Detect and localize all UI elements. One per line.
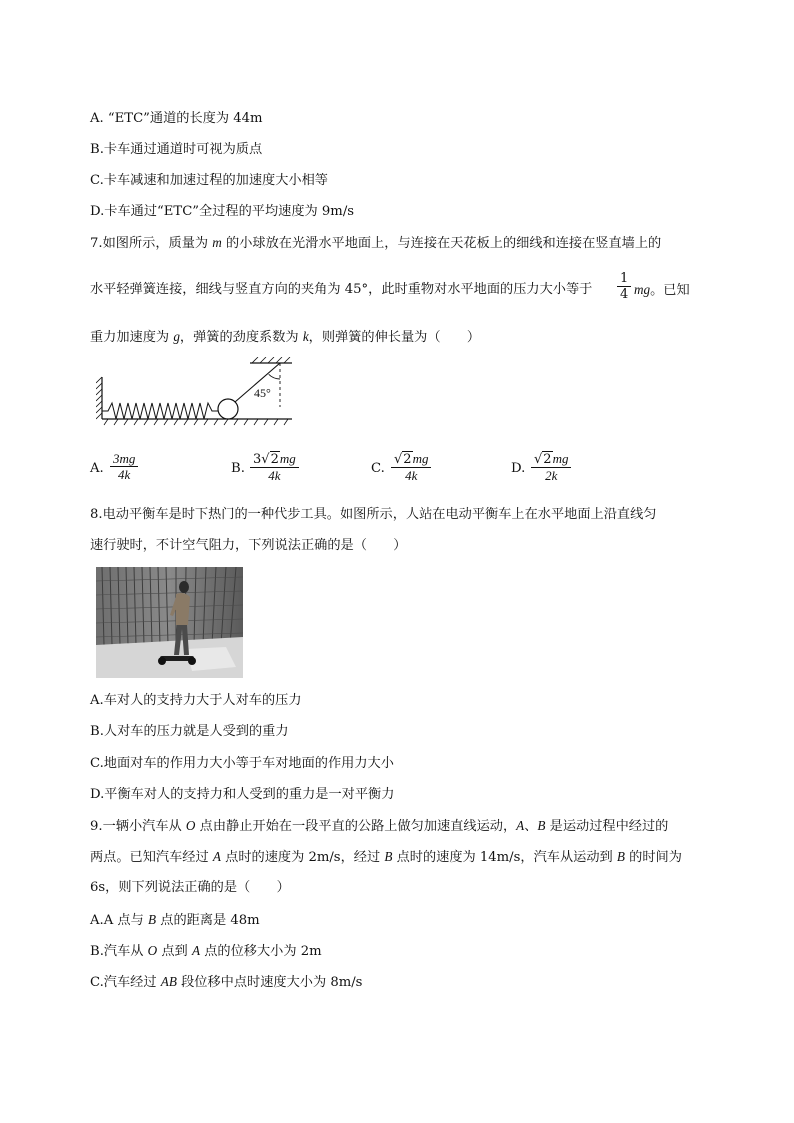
text: A.A 点与 xyxy=(90,913,148,928)
fraction-denominator: 4 xyxy=(620,287,629,302)
fraction-denominator: 4k xyxy=(118,467,131,482)
var-g: g xyxy=(173,329,180,344)
q9-option-b xyxy=(90,942,322,961)
var-A: A xyxy=(191,943,200,958)
text: 7.如图所示，质量为 xyxy=(90,236,213,251)
scooter-wheel-left xyxy=(158,657,166,665)
q9-stem-line-2 xyxy=(90,848,682,867)
q6-option-b: B.卡车通过通道时可视为质点 xyxy=(90,142,263,157)
text: 点时的速度为 14m/s，汽车从运动到 xyxy=(392,850,617,865)
var-B: B xyxy=(384,849,393,864)
q8-option-b: B.人对车的压力就是人受到的重力 xyxy=(90,724,289,739)
text: 点到 xyxy=(157,944,192,959)
q9-option-c xyxy=(90,973,362,992)
radicand: 2 xyxy=(270,452,279,467)
text: C.汽车经过 xyxy=(90,975,161,990)
var-O: O xyxy=(147,943,158,958)
text: 、 xyxy=(524,819,538,834)
var-AB: AB xyxy=(160,974,177,989)
text: 点的位移大小为 2m xyxy=(200,944,322,959)
spring-ball-string-diagram xyxy=(96,357,296,429)
text: 点的距离是 48m xyxy=(156,913,260,928)
fraction-numerator: 1 xyxy=(617,271,631,287)
var-mg: mg xyxy=(552,451,569,466)
var-mg: mg xyxy=(412,451,429,466)
text: 的时间为 xyxy=(624,850,682,865)
text: 。已知 xyxy=(650,283,690,298)
q7-option-c-label: C. xyxy=(371,461,385,476)
q7-stem-line-2 xyxy=(90,281,592,299)
person-torso xyxy=(176,593,190,625)
q6-option-a: A. “ETC”通道的长度为 44m xyxy=(90,111,263,126)
text: 两点。已知汽车经过 xyxy=(90,850,213,865)
balance-scooter-photo xyxy=(96,567,243,678)
q7-option-a-fraction xyxy=(110,451,138,482)
person-head xyxy=(179,581,189,593)
q6-option-d: D.卡车通过“ETC”全过程的平均速度为 9m/s xyxy=(90,204,355,219)
q7-option-d-label: D. xyxy=(511,461,526,476)
var-B: B xyxy=(616,849,625,864)
fraction-numerator xyxy=(250,451,299,468)
var-A: A xyxy=(212,849,221,864)
q7-option-a-label: A. xyxy=(90,461,104,476)
q7-stem-line-3 xyxy=(90,328,480,347)
text: 是运动过程中经过的 xyxy=(545,819,669,834)
var-m: m xyxy=(212,235,222,250)
q8-stem-line-2: 速行驶时，不计空气阻力，下列说法正确的是（ ） xyxy=(90,538,407,553)
q7-option-d-fraction xyxy=(531,451,571,483)
coefficient: 3 xyxy=(253,452,262,467)
text: 的小球放在光滑水平地面上，与连接在天花板上的细线和连接在竖直墙上的 xyxy=(221,236,662,251)
ceiling-hatching xyxy=(252,357,290,363)
fraction-denominator: 4k xyxy=(405,468,418,483)
q8-option-a: A.车对人的支持力大于人对车的压力 xyxy=(90,693,302,708)
text: B.汽车从 xyxy=(90,944,148,959)
q8-option-d: D.平衡车对人的支持力和人受到的重力是一对平衡力 xyxy=(90,787,395,802)
fraction-denominator: 2k xyxy=(545,468,558,483)
q9-stem-line-3: 6s，则下列说法正确的是（ ） xyxy=(90,880,290,895)
text: 段位移中点时速度大小为 8m/s xyxy=(176,975,363,990)
floor-hatching xyxy=(104,419,288,425)
text: ，则弹簧的伸长量为（ ） xyxy=(308,330,481,345)
text: 水平轻弹簧连接，细线与竖直方向的夹角为 45°，此时重物对水平地面的压力大小等于 xyxy=(90,282,593,297)
q7-option-b-fraction xyxy=(250,451,299,483)
fraction-numerator xyxy=(531,451,571,468)
q7-option-b-label: B. xyxy=(231,461,245,476)
sqrt-symbol: √2 xyxy=(394,452,412,467)
var-B: B xyxy=(537,818,546,833)
var-B: B xyxy=(148,912,157,927)
q8-option-c: C.地面对车的作用力大小等于车对地面的作用力大小 xyxy=(90,756,394,771)
var-mg: mg xyxy=(279,451,296,466)
text: 重力加速度为 xyxy=(90,330,174,345)
q9-option-a xyxy=(90,911,260,930)
q7-stem-line-2-tail xyxy=(634,281,690,300)
var-mg: mg xyxy=(634,282,651,297)
fraction-numerator xyxy=(391,451,431,468)
var-k: k xyxy=(302,329,309,344)
q7-stem-line-1 xyxy=(90,234,661,253)
fraction-denominator: 4k xyxy=(268,468,281,483)
q9-stem-line-1 xyxy=(90,817,668,836)
q7-option-c-fraction xyxy=(391,451,431,483)
q8-stem-line-1: 8.电动平衡车是时下热门的一种代步工具。如图所示，人站在电动平衡车上在水平地面上沿直线匀 xyxy=(90,507,657,522)
radicand: 2 xyxy=(403,452,412,467)
sqrt-symbol: √2 xyxy=(261,452,279,467)
text: ，弹簧的劲度系数为 xyxy=(179,330,303,345)
q7-fraction-one-quarter xyxy=(617,271,631,302)
text: 点时的速度为 2m/s，经过 xyxy=(220,850,385,865)
spring xyxy=(102,403,218,419)
var-O: O xyxy=(185,818,196,833)
wall-hatching xyxy=(96,377,102,419)
q6-option-c: C.卡车减速和加速过程的加速度大小相等 xyxy=(90,173,328,188)
angle-arc xyxy=(269,374,280,379)
radicand: 2 xyxy=(543,452,552,467)
fraction-numerator: 3mg xyxy=(110,451,138,467)
text: 点由静止开始在一段平直的公路上做匀加速直线运动， xyxy=(195,819,517,834)
sqrt-symbol: √2 xyxy=(534,452,552,467)
scooter-wheel-right xyxy=(188,657,196,665)
text: 9.一辆小汽车从 xyxy=(90,819,186,834)
var-A: A xyxy=(516,818,525,833)
angle-label: 45° xyxy=(254,386,271,400)
